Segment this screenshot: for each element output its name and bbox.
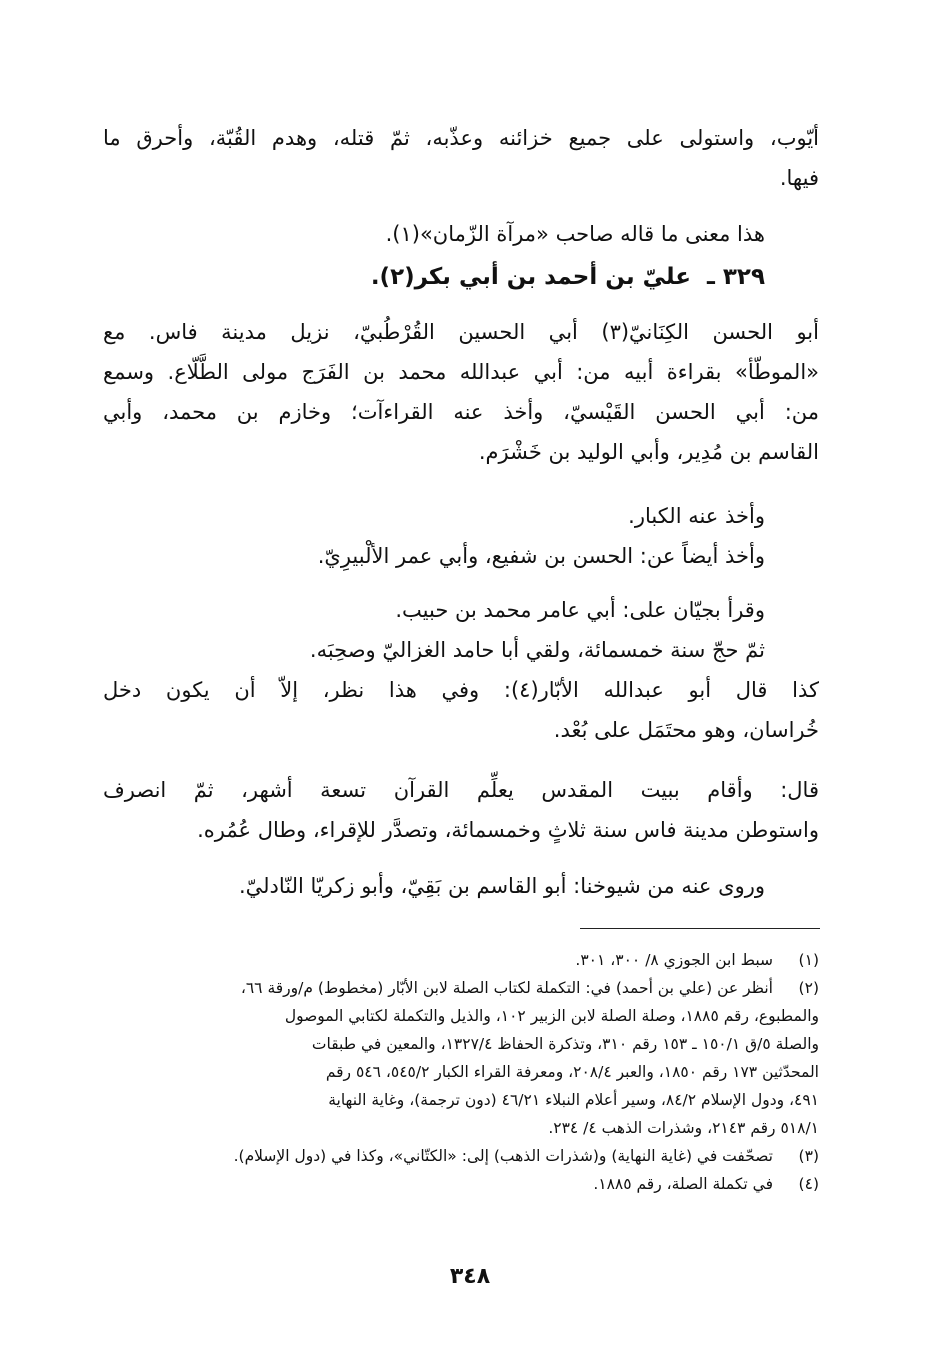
entry-heading <box>371 264 765 290</box>
source-note-paragraph <box>49 214 765 254</box>
text-line: واستوطن مدينة فاس سنة ثلاثٍ وخمسمائة، وتصدَّر للإقراء، وطال عُمُره. <box>197 818 819 842</box>
footnote-line: المحدّثين ١٧٣ رقم ١٨٥٠، والعبر ٢٠٨/٤، ومعرفة القراء الكبار ٥٤٥/٢، ٥٤٦ رقم <box>325 1063 819 1081</box>
text-line: وروى عنه من شيوخنا: أبو القاسم بن بَقِيّ، وأبو زكريّا النّادليّ. <box>238 874 765 898</box>
footnote-marker: (١) <box>798 951 819 969</box>
text-line: فيها. <box>779 166 819 190</box>
footnote-body <box>103 1142 773 1170</box>
footnotes <box>103 946 819 1198</box>
page-number: ٣٤٨ <box>449 1264 491 1289</box>
footnote-divider <box>580 928 820 929</box>
text-line: هذا معنى ما قاله صاحب «مرآة الزّمان»(١). <box>385 222 765 246</box>
footnote-body <box>103 946 773 974</box>
footnote-2 <box>103 974 819 1142</box>
entry-paragraph <box>103 312 819 472</box>
continuation-paragraph <box>103 118 819 198</box>
footnote-line: في تكملة الصلة، رقم ١٨٨٥. <box>593 1175 773 1193</box>
text-line: وأخذ أيضاً عن: الحسن بن شفيع، وأبي عمر الألْبيرِيّ. <box>317 544 765 568</box>
text-line: من: أبي الحسن القَيْسيّ، وأخذ عنه القراءآت؛ وخازم بن محمد، وأبي <box>103 400 819 424</box>
text-line: وقرأ بجيّان على: أبي عامر محمد بن حبيب. <box>395 598 765 622</box>
text-line: قال: وأقام ببيت المقدس يعلِّم القرآن تسعة أشهر، ثمّ انصرف <box>103 778 819 802</box>
footnote-3 <box>103 1142 819 1170</box>
text-line: خُراسان، وهو محتَمَل على بُعْد. <box>553 718 819 742</box>
footnote-body <box>103 1170 773 1198</box>
footnote-line: والصلة ٥/ق ١٥٠/١ ـ ١٥٣ رقم ٣١٠، وتذكرة الحفاظ ١٣٢٧/٤، والمعين في طبقات <box>311 1035 819 1053</box>
footnote-line: سبط ابن الجوزي ٨/ ٣٠٠، ٣٠١. <box>575 951 773 969</box>
text-line: وأخذ عنه الكبار. <box>628 504 765 528</box>
entry-number: ٣٢٩ ـ <box>707 264 765 290</box>
entry-paragraph <box>103 590 819 750</box>
footnote-line: تصحّفت في (غاية النهاية) و(شذرات الذهب) إلى: «الكتّاني»، وكذا في (دول الإسلام). <box>233 1147 773 1165</box>
footnote-line: أنظر عن (علي بن أحمد) في: التكملة لكتاب الصلة لابن الأبّار (مخطوط) م/ورقة ٦٦، <box>240 979 773 997</box>
footnote-line: ٥١٨/١ رقم ٢١٤٣، وشذرات الذهب ٤/ ٢٣٤. <box>548 1119 819 1137</box>
entry-paragraph <box>103 770 819 850</box>
entry-paragraph <box>103 866 765 906</box>
text-line: كذا قال أبو عبدالله الأبّار(٤): وفي هذا نظر، إلاّ أن يكون دخل <box>103 678 819 702</box>
text-line: أيّوب، واستولى على جميع خزائنه وعذّبه، ثمّ قتله، وهدم القُبّة، وأحرق ما <box>103 126 819 150</box>
entry-name: عليّ بن أحمد بن أبي بكر(٢). <box>370 264 691 290</box>
footnote-4 <box>103 1170 819 1198</box>
text-line: أبو الحسن الكِنَانيّ(٣) أبي الحسين القُرْطُبيّ، نزيل مدينة فاس. مع <box>103 320 819 344</box>
entry-paragraph <box>103 496 765 576</box>
footnote-marker: (٤) <box>798 1175 819 1193</box>
text-line: القاسم بن مُدِير، وأبي الوليد بن خَشْرَم. <box>478 440 819 464</box>
footnote-line: ٤٩١، ودول الإسلام ٨٤/٢، وسير أعلام النبلاء ٤٦/٢١ (دون ترجمة)، وغاية النهاية <box>328 1091 819 1109</box>
footnote-marker: (٣) <box>798 1147 819 1165</box>
footnote-line: والمطبوع، رقم ١٨٨٥، وصلة الصلة لابن الزبير ١٠٢، والذيل والتكملة لكتابي الموصول <box>284 1007 819 1025</box>
text-line: «الموطّأ» بقراءة أبيه من: أبي عبدالله محمد بن الفَرَج مولى الطَّلّاع. وسمع <box>103 360 819 384</box>
footnote-body <box>103 974 819 1142</box>
footnote-1 <box>103 946 819 974</box>
text-line: ثمّ حجّ سنة خمسمائة، ولقي أبا حامد الغزاليّ وصحِبَه. <box>309 638 765 662</box>
footnote-marker: (٢) <box>798 979 819 997</box>
